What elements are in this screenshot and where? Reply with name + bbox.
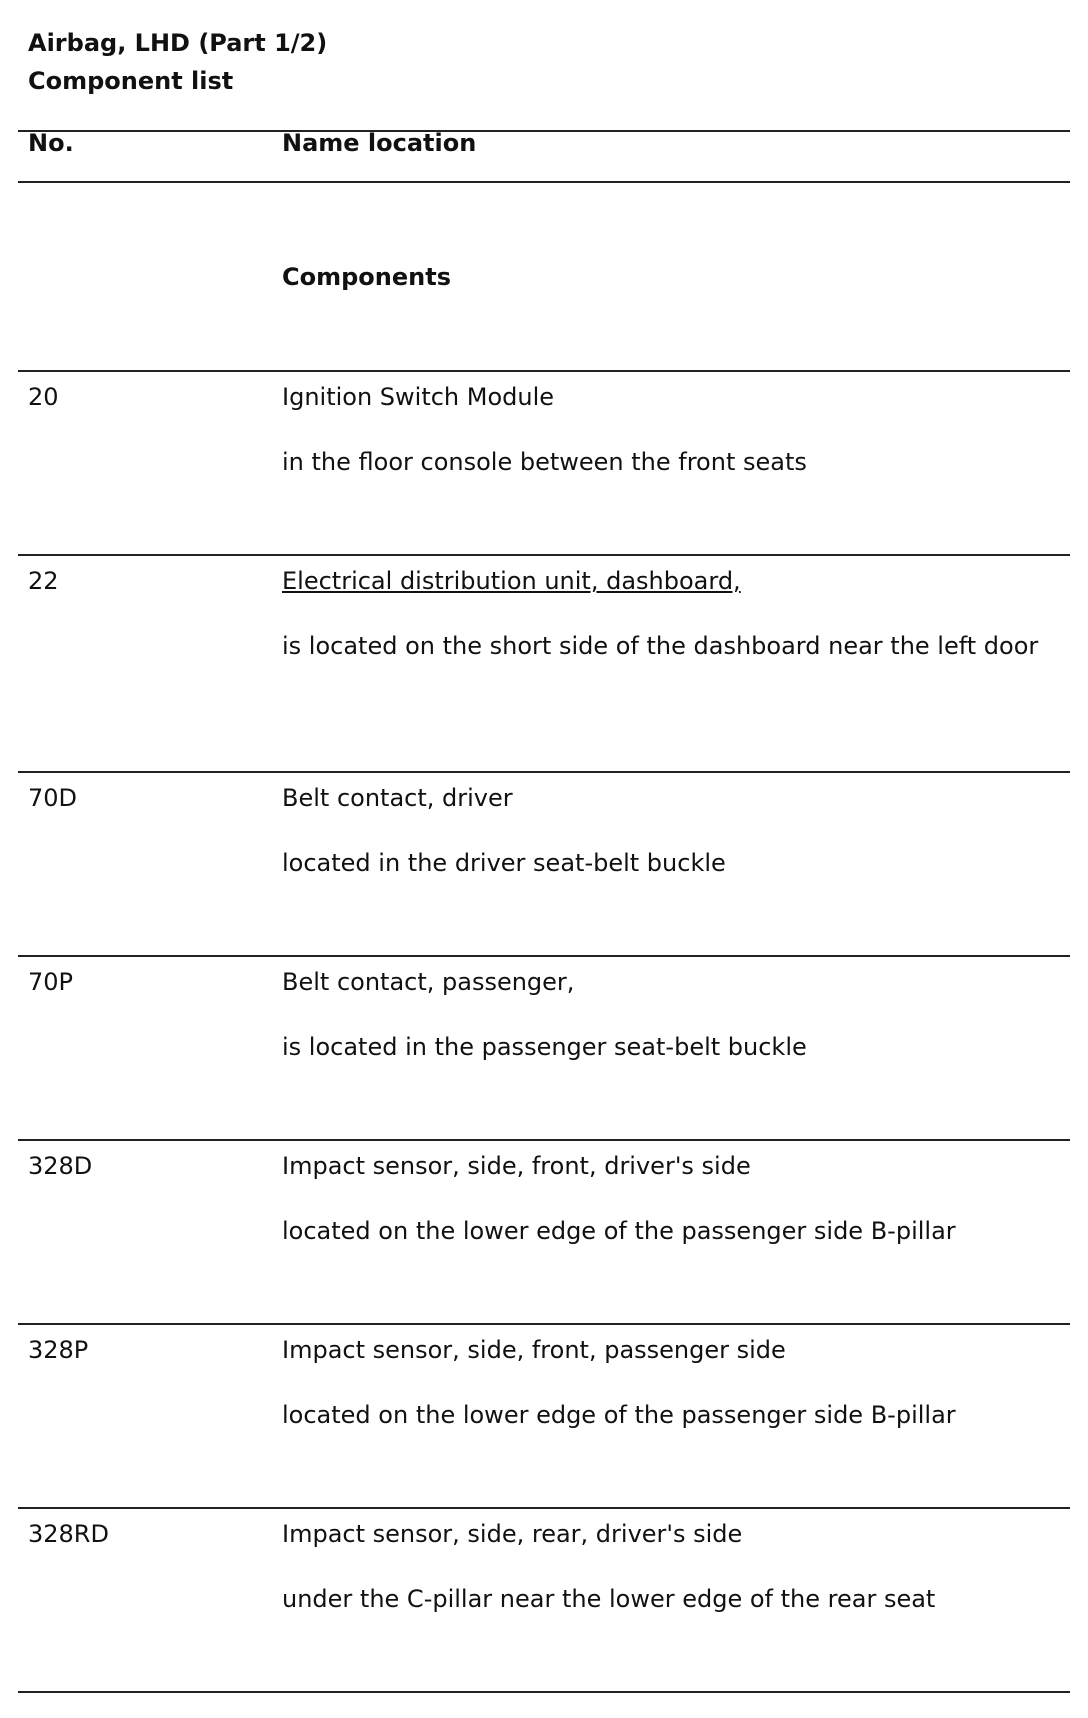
component-location: in the floor console between the front seats (282, 448, 807, 476)
component-name: Impact sensor, side, rear, driver's side (282, 1520, 743, 1548)
row-divider (18, 1507, 1070, 1509)
component-name: Impact sensor, side, front, passenger side (282, 1336, 786, 1364)
component-name: Impact sensor, side, front, driver's side (282, 1152, 751, 1180)
section-heading-components: Components (282, 263, 451, 291)
row-number: 328D (28, 1152, 93, 1180)
row-number: 20 (28, 383, 59, 411)
row-divider (18, 1323, 1070, 1325)
row-divider (18, 1139, 1070, 1141)
component-location: located on the lower edge of the passenger side B-pillar (282, 1401, 956, 1429)
component-location: is located in the passenger seat-belt buckle (282, 1033, 807, 1061)
row-number: 328RD (28, 1520, 109, 1548)
component-location: is located on the short side of the dashboard near the left door (282, 632, 1039, 660)
row-number: 22 (28, 567, 59, 595)
document-title (28, 24, 327, 100)
component-name-link[interactable]: Electrical distribution unit, dashboard, (282, 567, 741, 595)
row-divider (18, 955, 1070, 957)
column-header-name-location: Name location (282, 129, 477, 157)
component-name: Ignition Switch Module (282, 383, 555, 411)
title-line-2: Component list (28, 67, 234, 95)
row-divider (18, 370, 1070, 372)
component-location: under the C-pillar near the lower edge of the rear seat (282, 1585, 936, 1613)
row-divider (18, 554, 1070, 556)
header-bottom-rule (18, 181, 1070, 183)
title-line-1: Airbag, LHD (Part 1/2) (28, 29, 328, 57)
component-location: located in the driver seat-belt buckle (282, 849, 726, 877)
component-name: Belt contact, passenger, (282, 968, 575, 996)
column-header-no: No. (28, 129, 74, 157)
component-name: Belt contact, driver (282, 784, 513, 812)
row-divider (18, 771, 1070, 773)
table-top-rule (18, 130, 1070, 132)
row-number: 70D (28, 784, 78, 812)
table-bottom-rule (18, 1691, 1070, 1693)
row-number: 328P (28, 1336, 89, 1364)
row-number: 70P (28, 968, 74, 996)
component-location: located on the lower edge of the passenger side B-pillar (282, 1217, 956, 1245)
